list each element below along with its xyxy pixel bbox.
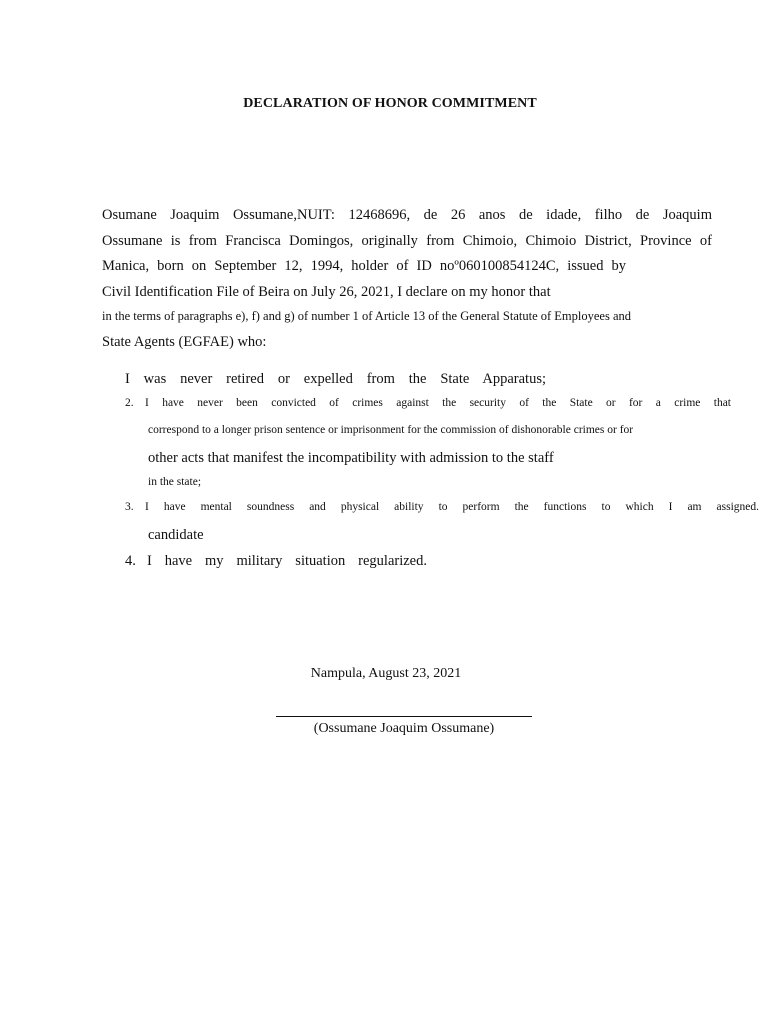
list-item-2-line-3: other acts that manifest the incompatibility with admission to the staff [148,450,554,466]
list-item-3-line-1: I have mental soundness and physical ability to perform the functions to which I am assigned. [145,501,759,513]
list-item-2-number: 2. [125,397,134,409]
signature-name: (Ossumane Joaquim Ossumane) [313,721,495,736]
list-item-4-text: I have my military situation regularized. [147,553,427,569]
list-item-1: I was never retired or expelled from the State Apparatus; [125,371,546,387]
intro-line-1: Osumane Joaquim Ossumane,NUIT: 12468696, de 26 anos de idade, filho de Joaquim [102,207,712,223]
document-title: DECLARATION OF HONOR COMMITMENT [243,96,537,111]
intro-line-2: Ossumane is from Francisca Domingos, originally from Chimoio, Chimoio District, Province of [102,233,712,249]
place-and-date: Nampula, August 23, 2021 [310,666,462,681]
list-item-4-number: 4. [125,553,136,569]
intro-line-4: Civil Identification File of Beira on July 26, 2021, I declare on my honor that [102,284,551,300]
list-item-3-number: 3. [125,501,134,513]
intro-line-3: Manica, born on September 12, 1994, holder of ID noº060100854124C, issued by [102,258,626,274]
signature-line [276,716,532,717]
list-item-2-line-4: in the state; [148,476,202,488]
intro-line-5: in the terms of paragraphs e), f) and g) of number 1 of Article 13 of the General Statute of Employees and [102,309,631,323]
list-item-2-line-2: correspond to a longer prison sentence or imprisonment for the commission of dishonorable crimes or for [148,424,634,436]
intro-line-6: State Agents (EGFAE) who: [102,334,267,350]
list-item-3-line-2: candidate [148,527,204,543]
list-item-2-line-1: I have never been convicted of crimes against the security of the State or for a crime that [145,397,731,409]
